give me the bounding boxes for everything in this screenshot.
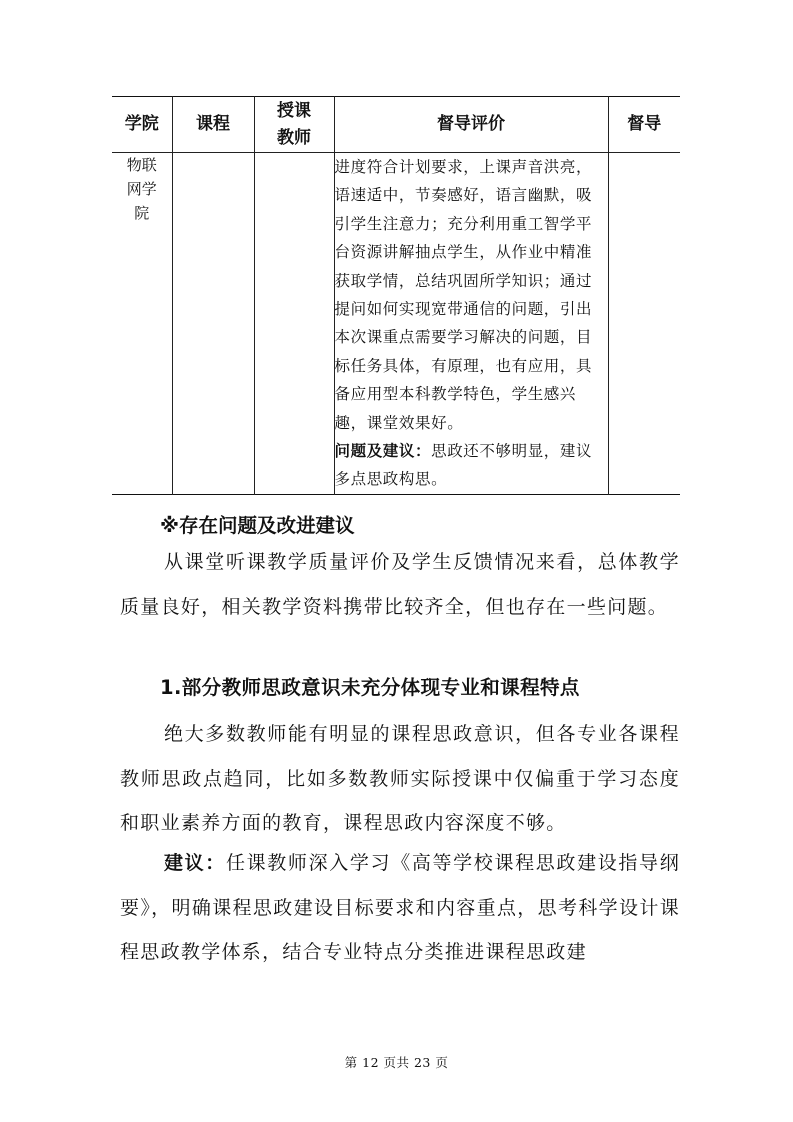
evaluation-table [112,96,680,495]
table-header-row [112,97,680,153]
review-text: 进度符合计划要求，上课声音洪亮，语速适中，节奏感好，语言幽默，吸引学生注意力；充分利用重工智学平台资源讲解抽点学生，从作业中精准获取学情，总结巩固所学知识；通过提问如何实现宽带通信的问题，引出本次课重点需要学习解决的问题，目标任务具体，有原理，也有应用，具备应用型本科教学特色，学生感兴趣，课堂效果好。 [334,158,593,432]
header-teacher-line1: 授课 [277,100,311,121]
table-row [112,153,680,495]
cell-course [172,153,254,495]
point1-suggestion [120,841,680,975]
section-heading: ※存在问题及改进建议 [160,514,355,537]
header-college: 学院 [112,97,172,153]
header-teacher-line2: 教师 [277,127,311,148]
page-footer: 第 12 页共 23 页 [344,1055,449,1070]
review-suggestion-text: 思政还不够明显，建议多点思政构思。 [334,442,593,489]
suggestion-label: 建议： [164,852,226,874]
cell-supervisor [608,153,680,495]
review-suggestion-label: 问题及建议： [334,442,432,461]
cell-college [112,153,172,495]
point1-body: 绝大多数教师能有明显的课程思政意识，但各专业各课程教师思政点趋同，比如多数教师实际授课中仅偏重于学习态度和职业素养方面的教育，课程思政内容深度不够。 [120,723,680,834]
header-teacher [254,97,334,153]
college-line-3: 院 [134,204,150,222]
cell-teacher [254,153,334,495]
intro-paragraph: 从课堂听课教学质量评价及学生反馈情况来看，总体教学质量良好，相关教学资料携带比较齐全，但也存在一些问题。 [120,551,680,618]
college-line-1: 物联 [126,156,157,174]
college-line-2: 网学 [126,180,157,198]
header-review: 督导评价 [334,97,608,153]
cell-review [334,153,608,495]
header-supervisor: 督导 [608,97,680,153]
header-course: 课程 [172,97,254,153]
suggestion-text: 任课教师深入学习《高等学校课程思政建设指导纲要》，明确课程思政建设目标要求和内容重点，思考科学设计课程思政教学体系，结合专业特点分类推进课程思政建 [120,852,680,963]
point1-heading: 1.部分教师思政意识未充分体现专业和课程特点 [160,676,580,699]
